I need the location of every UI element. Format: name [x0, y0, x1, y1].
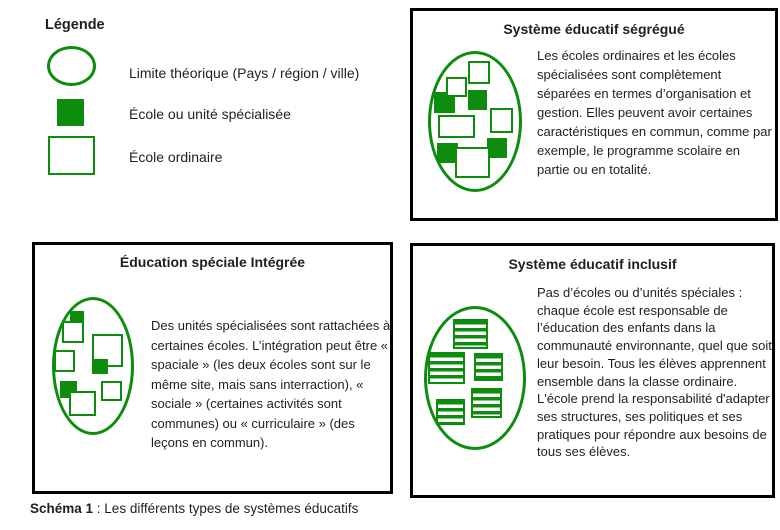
panel-segregated-system — [410, 8, 778, 221]
legend-label-boundary: Limite théorique (Pays / région / ville) — [129, 65, 360, 81]
ordinary-school-square — [468, 61, 490, 84]
figure-caption-text: : Les différents types de systèmes éducatifs — [93, 501, 359, 516]
segregated-figure — [428, 51, 522, 192]
inclusive-school-square — [428, 352, 465, 384]
panel-inclusive-description: Pas d’écoles ou d’unités spéciales : chaque école est responsable de l’éducation des enfants dans la communauté environnante, quel que soit leur besoin. Tous les élèves apprennent ensemble dans la classe ordinaire. L'école prend la responsabilité d'adapter ses structures, ses politiques et ses pratiques pour répondre aux besoins de tous ses élèves. — [537, 285, 772, 460]
ordinary-school-square-icon — [48, 136, 95, 175]
ordinary-school-square — [69, 391, 96, 416]
inclusive-school-square — [453, 319, 488, 349]
ordinary-school-square — [446, 77, 467, 97]
inclusive-figure — [424, 306, 526, 450]
special-school-square — [92, 359, 108, 374]
integrated-figure — [52, 297, 134, 435]
panel-inclusive-system — [410, 243, 775, 498]
figure-caption — [30, 501, 358, 516]
panel-integrated-education — [32, 242, 393, 494]
special-school-square — [468, 90, 487, 110]
figure-caption-label: Schéma 1 — [30, 501, 94, 516]
theoretical-boundary-ellipse-icon — [47, 46, 96, 86]
ordinary-school-square — [490, 108, 513, 133]
ordinary-school-square — [438, 115, 475, 138]
panel-integrated-description: Des unités spécialisées sont rattachées à certaines écoles. L’intégration peut être « spaciale » (les deux écoles sont sur le même site, mais sans interraction), « sociale » (certaines activités sont communes) ou « curriculaire » (des leçons en commun). — [151, 318, 391, 450]
panel-segregated-description: Les écoles ordinaires et les écoles spécialisées sont complètement séparées en termes d’organisation et gestion. Elles peuvent avoir certaines caractéristiques en commun, comme par exemple, le programme scolaire en partie ou en totalité. — [537, 48, 772, 177]
inclusive-school-square — [471, 388, 502, 418]
ordinary-school-square — [455, 147, 490, 178]
special-school-square-icon — [57, 99, 84, 126]
ordinary-school-square — [101, 381, 122, 401]
legend-title: Légende — [45, 17, 105, 33]
special-school-square — [487, 138, 507, 158]
ordinary-school-square — [62, 321, 84, 343]
panel-inclusive-title: Système éducatif inclusif — [508, 256, 677, 272]
ordinary-school-square — [54, 350, 75, 372]
legend-label-special-school: École ou unité spécialisée — [129, 106, 291, 122]
inclusive-school-square — [436, 399, 465, 425]
inclusive-school-square — [474, 353, 503, 381]
panel-segregated-title: Système éducatif ségrégué — [503, 21, 685, 37]
panel-integrated-title: Éducation spéciale Intégrée — [119, 254, 306, 270]
legend-label-ordinary-school: École ordinaire — [129, 149, 223, 165]
